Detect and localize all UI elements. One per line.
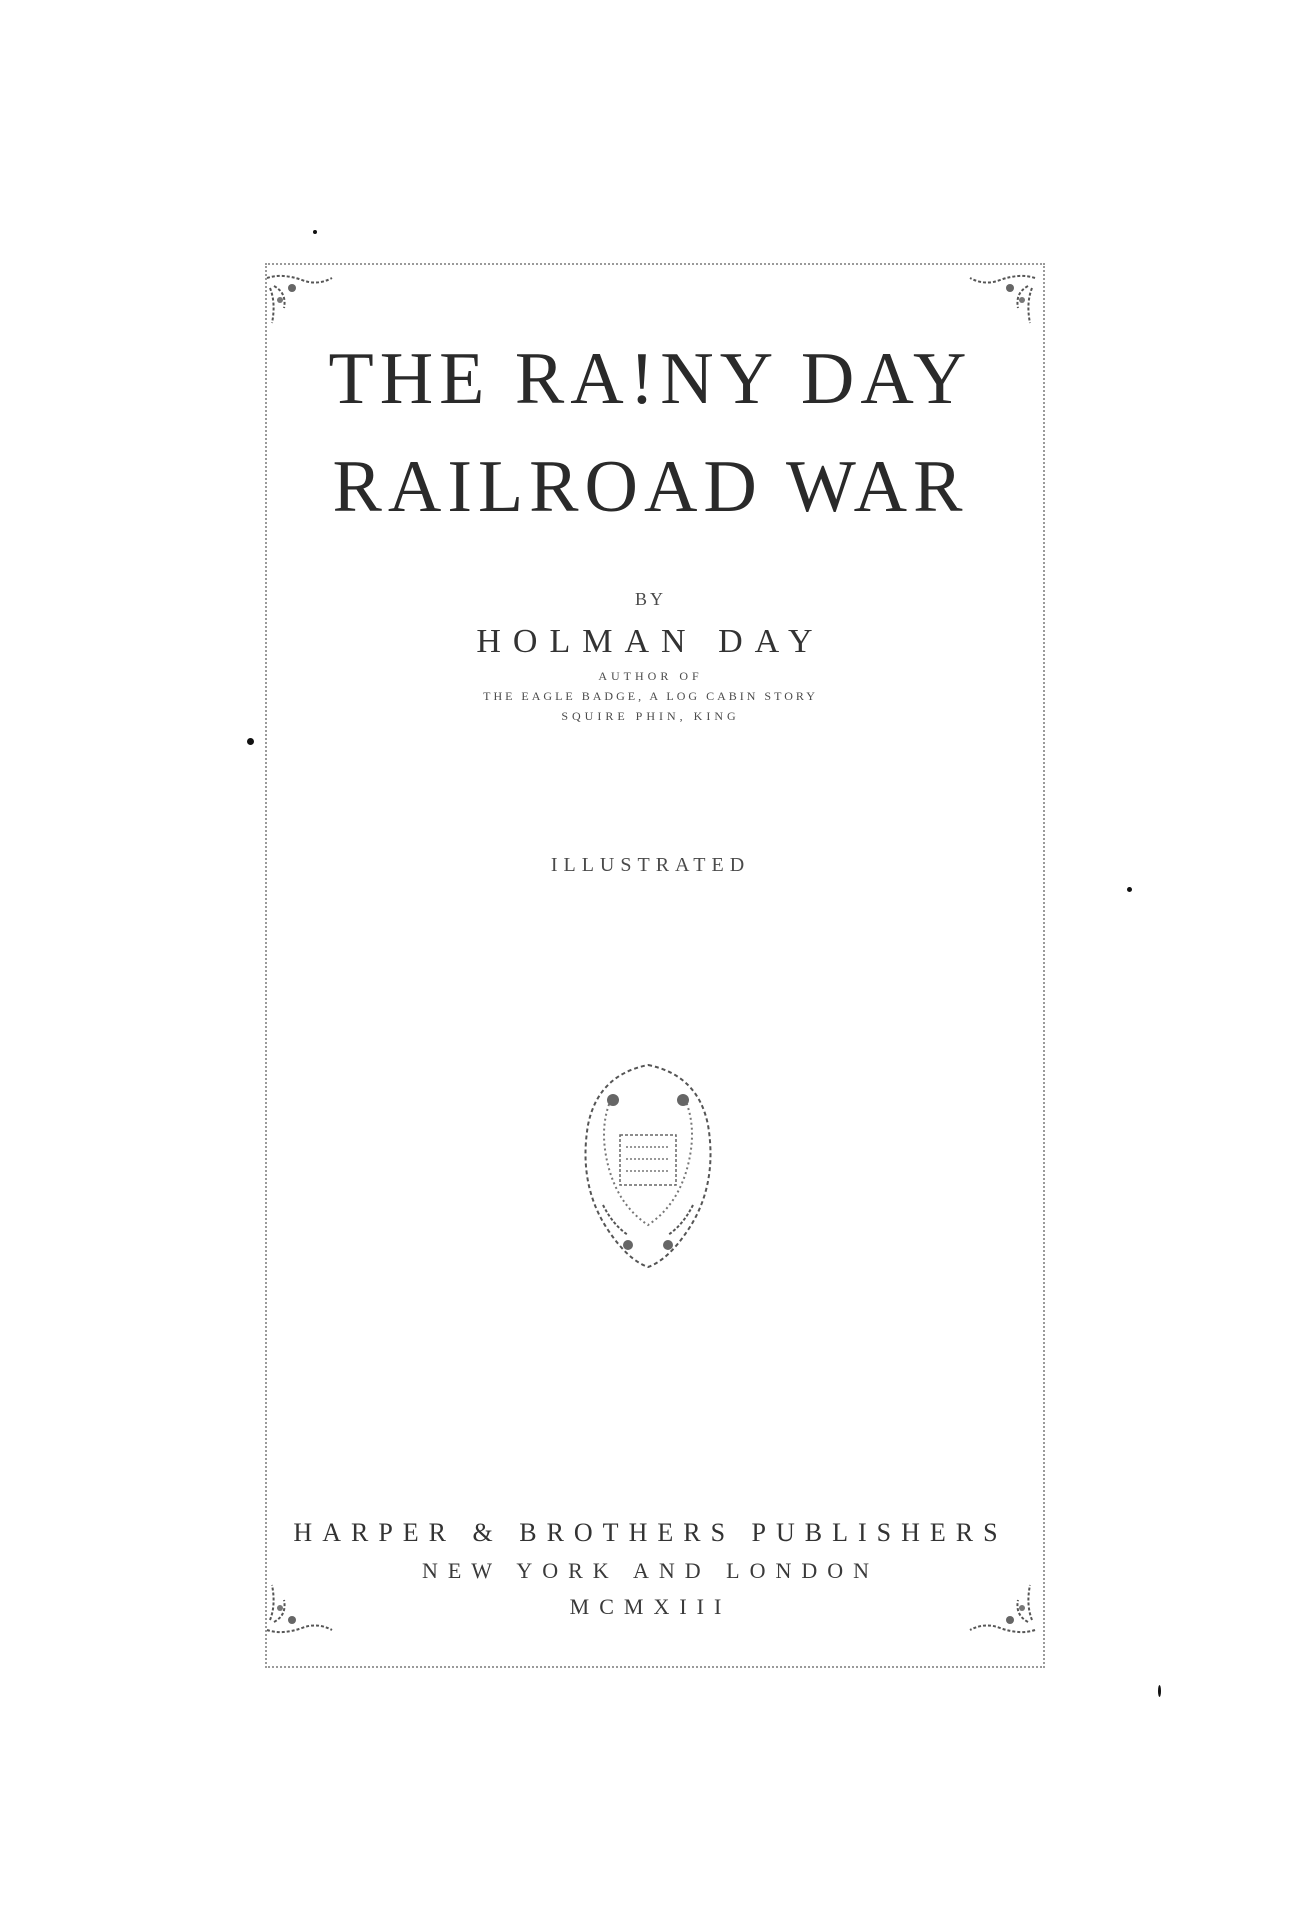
corner-ornament-icon xyxy=(950,268,1040,348)
corner-ornament-icon xyxy=(262,268,352,348)
publisher-name: HARPER & BROTHERS PUBLISHERS xyxy=(293,1518,1008,1547)
scan-speck xyxy=(1158,1685,1161,1697)
by-label: BY xyxy=(634,589,666,609)
illustrated-label: ILLUSTRATED xyxy=(550,854,751,876)
author-name: HOLMAN DAY xyxy=(476,623,825,660)
scan-speck xyxy=(247,738,254,745)
previous-works-line-1: THE EAGLE BADGE, A LOG CABIN STORY xyxy=(483,689,818,703)
publisher-emblem-icon xyxy=(568,1055,728,1275)
publication-year: MCMXIII xyxy=(569,1594,732,1619)
book-title-line-1: THE RA!NY DAY xyxy=(328,338,973,420)
scan-speck xyxy=(313,230,317,234)
author-of-label: AUTHOR OF xyxy=(598,669,703,683)
previous-works-line-2: SQUIRE PHIN, KING xyxy=(561,709,740,723)
scan-speck xyxy=(1127,887,1132,892)
publication-place: NEW YORK AND LONDON xyxy=(421,1558,880,1583)
book-title-line-2: RAILROAD WAR xyxy=(332,446,969,528)
